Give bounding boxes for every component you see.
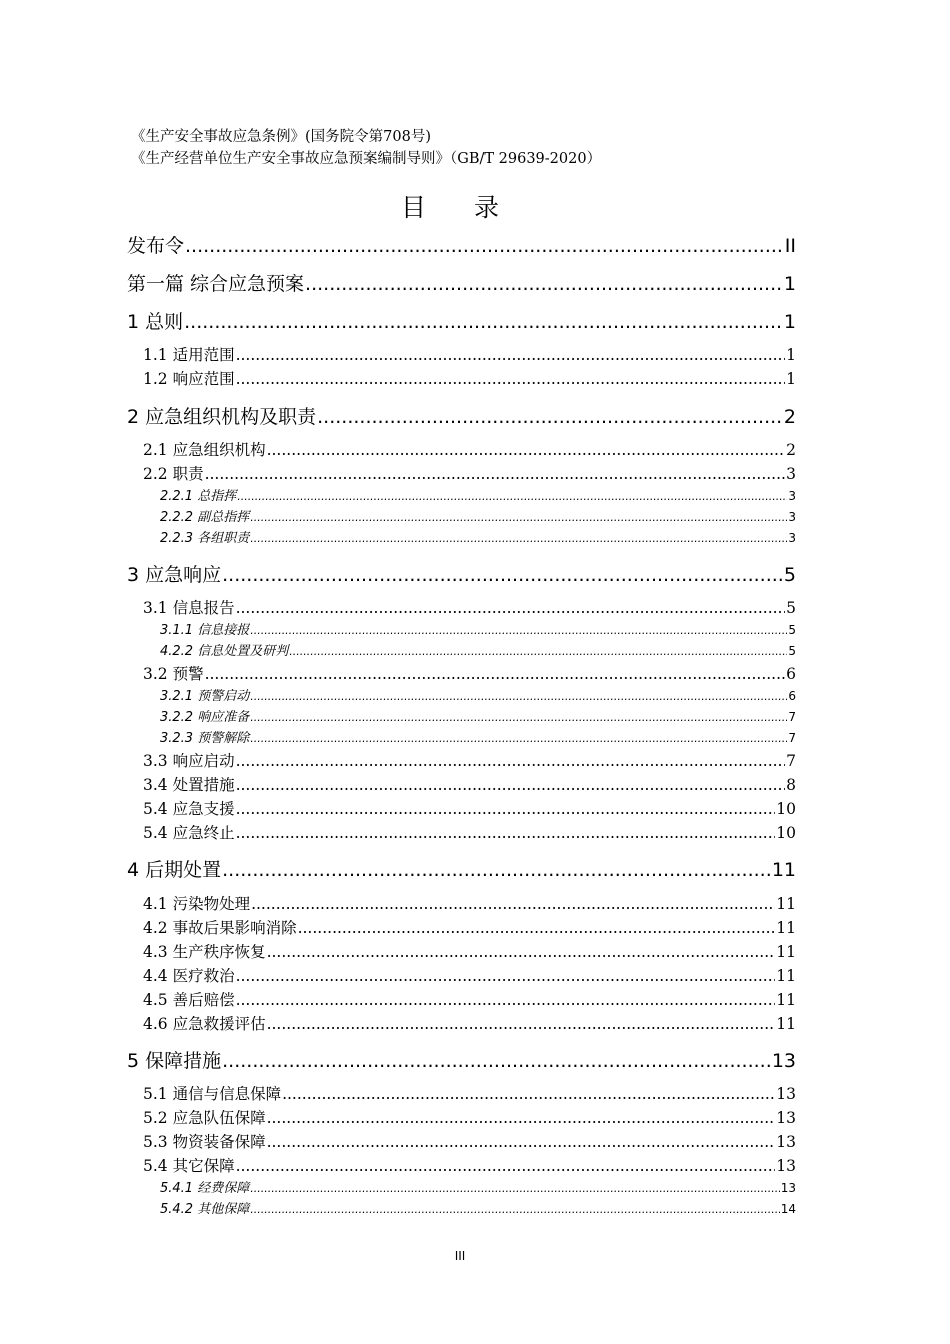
toc-leader-dots bbox=[236, 346, 786, 364]
toc-entry-title: 5.4 其它保障 bbox=[143, 1157, 235, 1175]
toc-entry-title: 2 应急组织机构及职责 bbox=[127, 406, 317, 428]
toc-leader-dots bbox=[236, 752, 786, 770]
toc-entry-title: 4.2.2 信息处置及研判 bbox=[160, 644, 289, 659]
reference-line: 《生产经营单位生产安全事故应急预案编制导则》（GB/T 29639-2020） bbox=[131, 151, 602, 167]
toc-entry-page: 13 bbox=[776, 1109, 796, 1127]
toc-entry-page: 10 bbox=[776, 800, 796, 818]
toc-leader-dots bbox=[250, 1182, 780, 1195]
toc-leader-dots bbox=[289, 645, 787, 658]
toc-entry-page: 11 bbox=[771, 859, 796, 881]
toc-entry-page: 11 bbox=[776, 991, 796, 1009]
toc-entry[interactable] bbox=[143, 1106, 796, 1126]
toc-entry[interactable] bbox=[127, 855, 796, 879]
toc-entry[interactable] bbox=[143, 964, 796, 984]
toc-entry-page: 13 bbox=[776, 1157, 796, 1175]
toc-entry[interactable] bbox=[143, 1154, 796, 1174]
toc-entry[interactable] bbox=[127, 402, 796, 426]
toc-entry-page: 8 bbox=[786, 776, 796, 794]
toc-entry-page: 11 bbox=[776, 943, 796, 961]
toc-entry[interactable] bbox=[127, 560, 796, 584]
toc-entry[interactable] bbox=[127, 269, 796, 293]
toc-entry-page: 7 bbox=[786, 752, 796, 770]
toc-entry-page: 14 bbox=[780, 1202, 796, 1216]
toc-entry-title: 4.5 善后赔偿 bbox=[143, 991, 235, 1009]
toc-entry[interactable] bbox=[143, 940, 796, 960]
toc-entry[interactable] bbox=[160, 619, 796, 637]
toc-leader-dots bbox=[236, 1157, 776, 1175]
toc-leader-dots bbox=[250, 732, 787, 745]
toc-leader-dots bbox=[222, 859, 771, 881]
toc-leader-dots bbox=[282, 1085, 775, 1103]
toc-entry-page: 13 bbox=[776, 1085, 796, 1103]
toc-entry-title: 2.2.2 副总指挥 bbox=[160, 510, 250, 525]
toc-entry-page: 6 bbox=[786, 665, 796, 683]
toc-entry-title: 5.3 物资装备保障 bbox=[143, 1133, 266, 1151]
toc-entry-title: 3.1 信息报告 bbox=[143, 599, 235, 617]
toc-leader-dots bbox=[267, 1133, 776, 1151]
toc-entry[interactable] bbox=[143, 988, 796, 1008]
toc-entry-page: 1 bbox=[786, 346, 796, 364]
toc-leader-dots bbox=[236, 991, 776, 1009]
toc-entry[interactable] bbox=[143, 749, 796, 769]
toc-entry[interactable] bbox=[127, 307, 796, 331]
toc-entry-title: 3.4 处置措施 bbox=[143, 776, 235, 794]
toc-entry[interactable] bbox=[127, 231, 796, 255]
toc-entry-title: 4.2 事故后果影响消除 bbox=[143, 919, 297, 937]
toc-entry-title: 1.2 响应范围 bbox=[143, 370, 235, 388]
toc-leader-dots bbox=[236, 967, 776, 985]
toc-leader-dots bbox=[250, 511, 787, 524]
toc-leader-dots bbox=[250, 711, 787, 724]
toc-leader-dots bbox=[251, 895, 775, 913]
toc-entry-page: 11 bbox=[776, 919, 796, 937]
toc-leader-dots bbox=[250, 624, 787, 637]
toc-entry[interactable] bbox=[143, 662, 796, 682]
toc-entry[interactable] bbox=[160, 485, 796, 503]
toc-entry-page: 11 bbox=[776, 967, 796, 985]
toc-entry-title: 4.6 应急救援评估 bbox=[143, 1015, 266, 1033]
toc-entry-title: 1 总则 bbox=[127, 311, 184, 333]
toc-leader-dots bbox=[237, 490, 787, 503]
toc-entry-title: 3.2.3 预警解除 bbox=[160, 731, 250, 746]
toc-entry-page: 3 bbox=[786, 465, 796, 483]
toc-entry[interactable] bbox=[143, 1012, 796, 1032]
toc-entry[interactable] bbox=[160, 1198, 796, 1216]
toc-entry[interactable] bbox=[160, 1177, 796, 1195]
toc-entry-title: 3.1.1 信息接报 bbox=[160, 623, 250, 638]
toc-leader-dots bbox=[222, 1050, 771, 1072]
toc-entry-title: 3.2.2 响应准备 bbox=[160, 710, 250, 725]
toc-entry-page: 2 bbox=[783, 406, 796, 428]
toc-leader-dots bbox=[317, 406, 783, 428]
toc-entry-page: 3 bbox=[788, 489, 796, 503]
toc-entry-title: 5.4.1 经费保障 bbox=[160, 1181, 250, 1196]
toc-entry-title: 5.4 应急支援 bbox=[143, 800, 235, 818]
toc-leader-dots bbox=[184, 311, 783, 333]
toc-entry-title: 2.2.3 各组职责 bbox=[160, 531, 250, 546]
toc-entry-page: II bbox=[784, 235, 796, 257]
toc-leader-dots bbox=[267, 943, 776, 961]
reference-line: 《生产安全事故应急条例》(国务院令第708号) bbox=[131, 129, 431, 145]
toc-entry-page: 2 bbox=[786, 441, 796, 459]
toc-entry-page: 3 bbox=[788, 531, 796, 545]
toc-entry[interactable] bbox=[143, 1130, 796, 1150]
toc-leader-dots bbox=[250, 690, 787, 703]
toc-leader-dots bbox=[267, 1109, 776, 1127]
toc-entry[interactable] bbox=[143, 367, 796, 387]
toc-entry-page: 1 bbox=[783, 273, 796, 295]
toc-leader-dots bbox=[236, 370, 786, 388]
toc-leader-dots bbox=[267, 1015, 776, 1033]
toc-leader-dots bbox=[236, 824, 776, 842]
toc-entry[interactable] bbox=[143, 821, 796, 841]
toc-leader-dots bbox=[205, 665, 786, 683]
toc-entry-page: 5 bbox=[786, 599, 796, 617]
toc-leader-dots bbox=[236, 800, 776, 818]
toc-entry-page: 7 bbox=[788, 731, 796, 745]
toc-leader-dots bbox=[250, 532, 787, 545]
toc-entry-title: 2.2 职责 bbox=[143, 465, 204, 483]
toc-entry-page: 1 bbox=[783, 311, 796, 333]
toc-entry[interactable] bbox=[160, 706, 796, 724]
toc-leader-dots bbox=[205, 465, 786, 483]
toc-entry-page: 13 bbox=[776, 1133, 796, 1151]
page-number: III bbox=[454, 1249, 466, 1263]
toc-leader-dots bbox=[236, 599, 786, 617]
toc-entry[interactable] bbox=[143, 343, 796, 363]
toc-entry[interactable] bbox=[160, 685, 796, 703]
toc-leader-dots bbox=[298, 919, 776, 937]
toc-entry[interactable] bbox=[160, 727, 796, 745]
toc-entry[interactable] bbox=[143, 1082, 796, 1102]
toc-entry[interactable] bbox=[143, 797, 796, 817]
toc-entry-page: 7 bbox=[788, 710, 796, 724]
toc-entry-title: 4.4 医疗救治 bbox=[143, 967, 235, 985]
toc-entry[interactable] bbox=[143, 596, 796, 616]
toc-entry-title: 1.1 适用范围 bbox=[143, 346, 235, 364]
toc-entry-page: 1 bbox=[786, 370, 796, 388]
toc-entry-page: 10 bbox=[776, 824, 796, 842]
toc-leader-dots bbox=[305, 273, 783, 295]
toc-leader-dots bbox=[236, 776, 786, 794]
toc-entry-title: 4.1 污染物处理 bbox=[143, 895, 251, 913]
toc-entry-page: 5 bbox=[788, 644, 796, 658]
toc-entry-title: 第一篇 综合应急预案 bbox=[127, 273, 305, 295]
toc-entry-title: 发布令 bbox=[127, 235, 185, 257]
toc-entry-title: 5.4.2 其他保障 bbox=[160, 1202, 250, 1217]
toc-title: 目 录 bbox=[401, 193, 519, 222]
toc-entry-page: 5 bbox=[788, 623, 796, 637]
toc-entry-page: 13 bbox=[780, 1181, 796, 1195]
toc-entry-title: 3.2.1 预警启动 bbox=[160, 689, 250, 704]
toc-entry[interactable] bbox=[160, 527, 796, 545]
toc-entry[interactable] bbox=[143, 892, 796, 912]
toc-entry[interactable] bbox=[143, 916, 796, 936]
toc-entry-title: 3.3 响应启动 bbox=[143, 752, 235, 770]
toc-entry[interactable] bbox=[143, 773, 796, 793]
toc-entry[interactable] bbox=[143, 438, 796, 458]
toc-entry-title: 5.1 通信与信息保障 bbox=[143, 1085, 282, 1103]
toc-entry[interactable] bbox=[160, 506, 796, 524]
toc-entry-title: 3 应急响应 bbox=[127, 564, 222, 586]
toc-entry-title: 5 保障措施 bbox=[127, 1050, 222, 1072]
toc-leader-dots bbox=[185, 235, 784, 257]
toc-entry-title: 5.4 应急终止 bbox=[143, 824, 235, 842]
toc-leader-dots bbox=[250, 1203, 780, 1216]
toc-entry-page: 3 bbox=[788, 510, 796, 524]
toc-entry-page: 11 bbox=[776, 895, 796, 913]
toc-entry-title: 3.2 预警 bbox=[143, 665, 204, 683]
toc-entry-title: 5.2 应急队伍保障 bbox=[143, 1109, 266, 1127]
toc-entry-page: 6 bbox=[788, 689, 796, 703]
toc-entry-page: 13 bbox=[771, 1050, 796, 1072]
toc-entry[interactable] bbox=[143, 462, 796, 482]
toc-entry-page: 11 bbox=[776, 1015, 796, 1033]
toc-entry-title: 4 后期处置 bbox=[127, 859, 222, 881]
toc-leader-dots bbox=[267, 441, 786, 459]
toc-entry-title: 4.3 生产秩序恢复 bbox=[143, 943, 266, 961]
toc-entry[interactable] bbox=[160, 640, 796, 658]
toc-entry-title: 2.2.1 总指挥 bbox=[160, 489, 237, 504]
toc-entry[interactable] bbox=[127, 1046, 796, 1070]
toc-leader-dots bbox=[222, 564, 783, 586]
toc-entry-page: 5 bbox=[783, 564, 796, 586]
toc-entry-title: 2.1 应急组织机构 bbox=[143, 441, 266, 459]
